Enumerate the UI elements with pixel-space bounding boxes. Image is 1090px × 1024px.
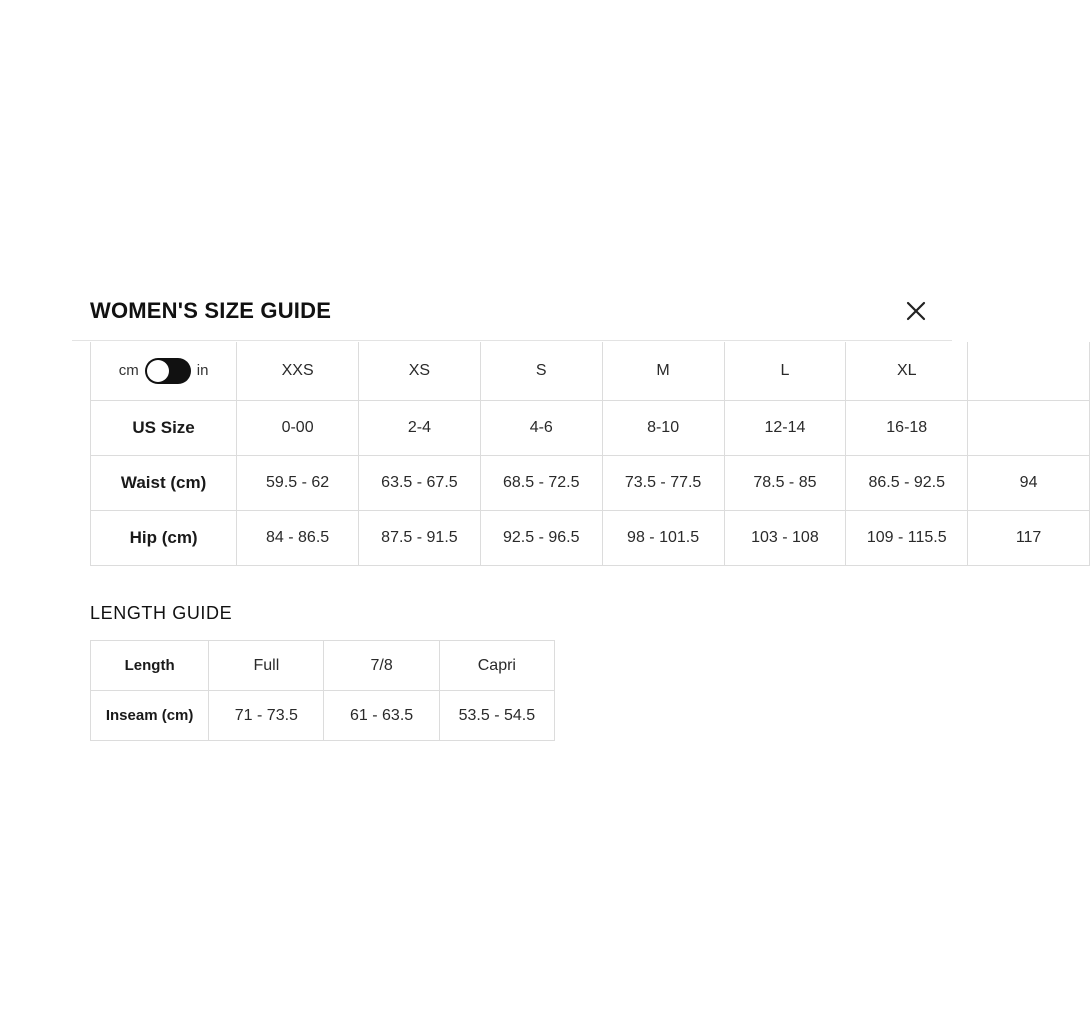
table-cell: 109 - 115.5: [846, 510, 968, 565]
table-cell: 86.5 - 92.5: [846, 455, 968, 510]
length-header-label: Length: [91, 641, 209, 691]
table-row: [91, 510, 1090, 565]
size-table-scroll[interactable]: [90, 342, 1042, 567]
page-title: WOMEN'S SIZE GUIDE: [90, 298, 332, 323]
size-col-xs: XS: [359, 342, 481, 400]
close-button[interactable]: [902, 297, 930, 325]
table-cell: [968, 400, 1090, 455]
table-cell: 94: [968, 455, 1090, 510]
length-header-row: [91, 641, 555, 691]
table-cell: 4-6: [480, 400, 602, 455]
table-cell: 2-4: [359, 400, 481, 455]
row-label-waist: Waist (cm): [91, 455, 237, 510]
unit-toggle-cell: [91, 342, 237, 400]
table-cell: 92.5 - 96.5: [480, 510, 602, 565]
size-col-xxs: XXS: [237, 342, 359, 400]
size-header-row: [91, 342, 1090, 400]
size-col-m: M: [602, 342, 724, 400]
table-cell: 87.5 - 91.5: [359, 510, 481, 565]
length-col-full: Full: [209, 641, 324, 691]
table-cell: 0-00: [237, 400, 359, 455]
length-guide-title: LENGTH GUIDE: [90, 603, 233, 623]
size-col-l: L: [724, 342, 846, 400]
unit-toggle[interactable]: [145, 358, 191, 384]
row-label-us-size: US Size: [91, 400, 237, 455]
table-row: [91, 400, 1090, 455]
table-cell: 8-10: [602, 400, 724, 455]
table-row: [91, 691, 555, 741]
row-label-inseam: Inseam (cm): [91, 691, 209, 741]
table-cell: 78.5 - 85: [724, 455, 846, 510]
table-cell: 59.5 - 62: [237, 455, 359, 510]
size-col-more: [968, 342, 1090, 400]
header-divider: [72, 340, 952, 341]
table-cell: 61 - 63.5: [324, 691, 439, 741]
table-cell: 71 - 73.5: [209, 691, 324, 741]
length-table: [90, 640, 555, 741]
table-cell: 117: [968, 510, 1090, 565]
length-col-7-8: 7/8: [324, 641, 439, 691]
row-label-hip: Hip (cm): [91, 510, 237, 565]
unit-label-in: in: [196, 362, 209, 380]
table-cell: 16-18: [846, 400, 968, 455]
close-icon: [902, 297, 930, 325]
table-row: [91, 455, 1090, 510]
size-table: [90, 342, 1090, 566]
toggle-knob: [147, 360, 169, 382]
table-cell: 98 - 101.5: [602, 510, 724, 565]
unit-label-cm: cm: [118, 362, 139, 380]
table-cell: 73.5 - 77.5: [602, 455, 724, 510]
size-col-s: S: [480, 342, 602, 400]
table-cell: 103 - 108: [724, 510, 846, 565]
table-cell: 63.5 - 67.5: [359, 455, 481, 510]
length-col-capri: Capri: [439, 641, 554, 691]
table-cell: 12-14: [724, 400, 846, 455]
table-cell: 53.5 - 54.5: [439, 691, 554, 741]
table-cell: 84 - 86.5: [237, 510, 359, 565]
size-col-xl: XL: [846, 342, 968, 400]
table-cell: 68.5 - 72.5: [480, 455, 602, 510]
